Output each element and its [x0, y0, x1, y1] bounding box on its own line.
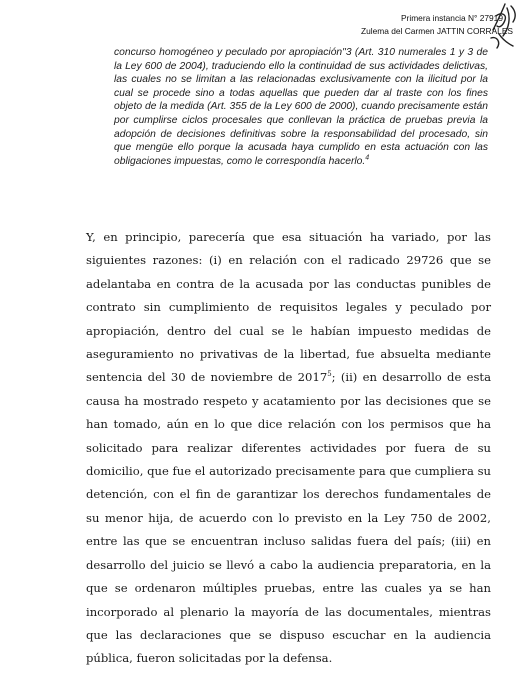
quote-text: concurso homogéneo y peculado por apropiación"3 (Art. 310 numerales 1 y 3 de la Ley 600 de 2004), traduciendo ello la continuidad de sus actividades delictivas, las cuales no se limitan a las relacionadas exclusivamente con la ilicitud por la cual se procede sino a todas aquellas que pueden dar al traste con los fines objeto de la medida (Art. 355 de la Ley 600 de 2000), cuando precisamente están por cumplirse ciclos procesales que conllevan la práctica de pruebas previa la adopción de decisiones definitivas sobre la responsabilidad del procesado, sin que mengüe ello porque la acusada haya cumplido en esta actuación con las obligaciones impuestas, como le correspondía hacerlo.: [114, 47, 488, 167]
case-number: Primera instancia N° 27919: [400, 13, 503, 23]
body-text-part2: ; (ii) en desarrollo de esta causa ha mostrado respeto y acatamiento por las decisiones que se han tomado, aún en lo que dice relación con los permisos que ha solicitado para realizar diferentes actividades por fuera de su domicilio, que fue el autorizado precisamente para que cumpliera su detención, con el fin de garantizar los derechos fundamentales de su menor hija, de acuerdo con lo previsto en la Ley 750 de 2002, entre las que se encuentran incluso salidas fuera del país; (iii) en desarrollo del juicio se llevó a cabo la audiencia preparatoria, en la que se ordenaron múltiples pruebas, entre las cuales ya se han incorporado al plenario la mayoría de las documentales, mientras que las declaraciones que se dispuso escuchar en la audiencia pública, fueron solicitadas por la defensa.: [86, 370, 491, 666]
footnote-ref-4: 4: [365, 154, 370, 162]
defendant-name: Zulema del Carmen JATTIN CORRALES: [360, 26, 513, 36]
body-text-part1: Y, en principio, parecería que esa situación ha variado, por las siguientes razones: (i) en relación con el radicado 29726 que se adelantaba en contra de la acusada por las conductas punibles de contrato sin cumplimiento de requisitos legales y peculado por apropiación, dentro del cual se le habían impuesto medidas de aseguramiento no privativas de la libertad, fue absuelta mediante sentencia del 30 de noviembre de 2017: [86, 230, 491, 385]
block-quote: [114, 46, 488, 168]
footnote-ref-5: 5: [327, 370, 332, 379]
body-paragraph: [86, 226, 491, 671]
